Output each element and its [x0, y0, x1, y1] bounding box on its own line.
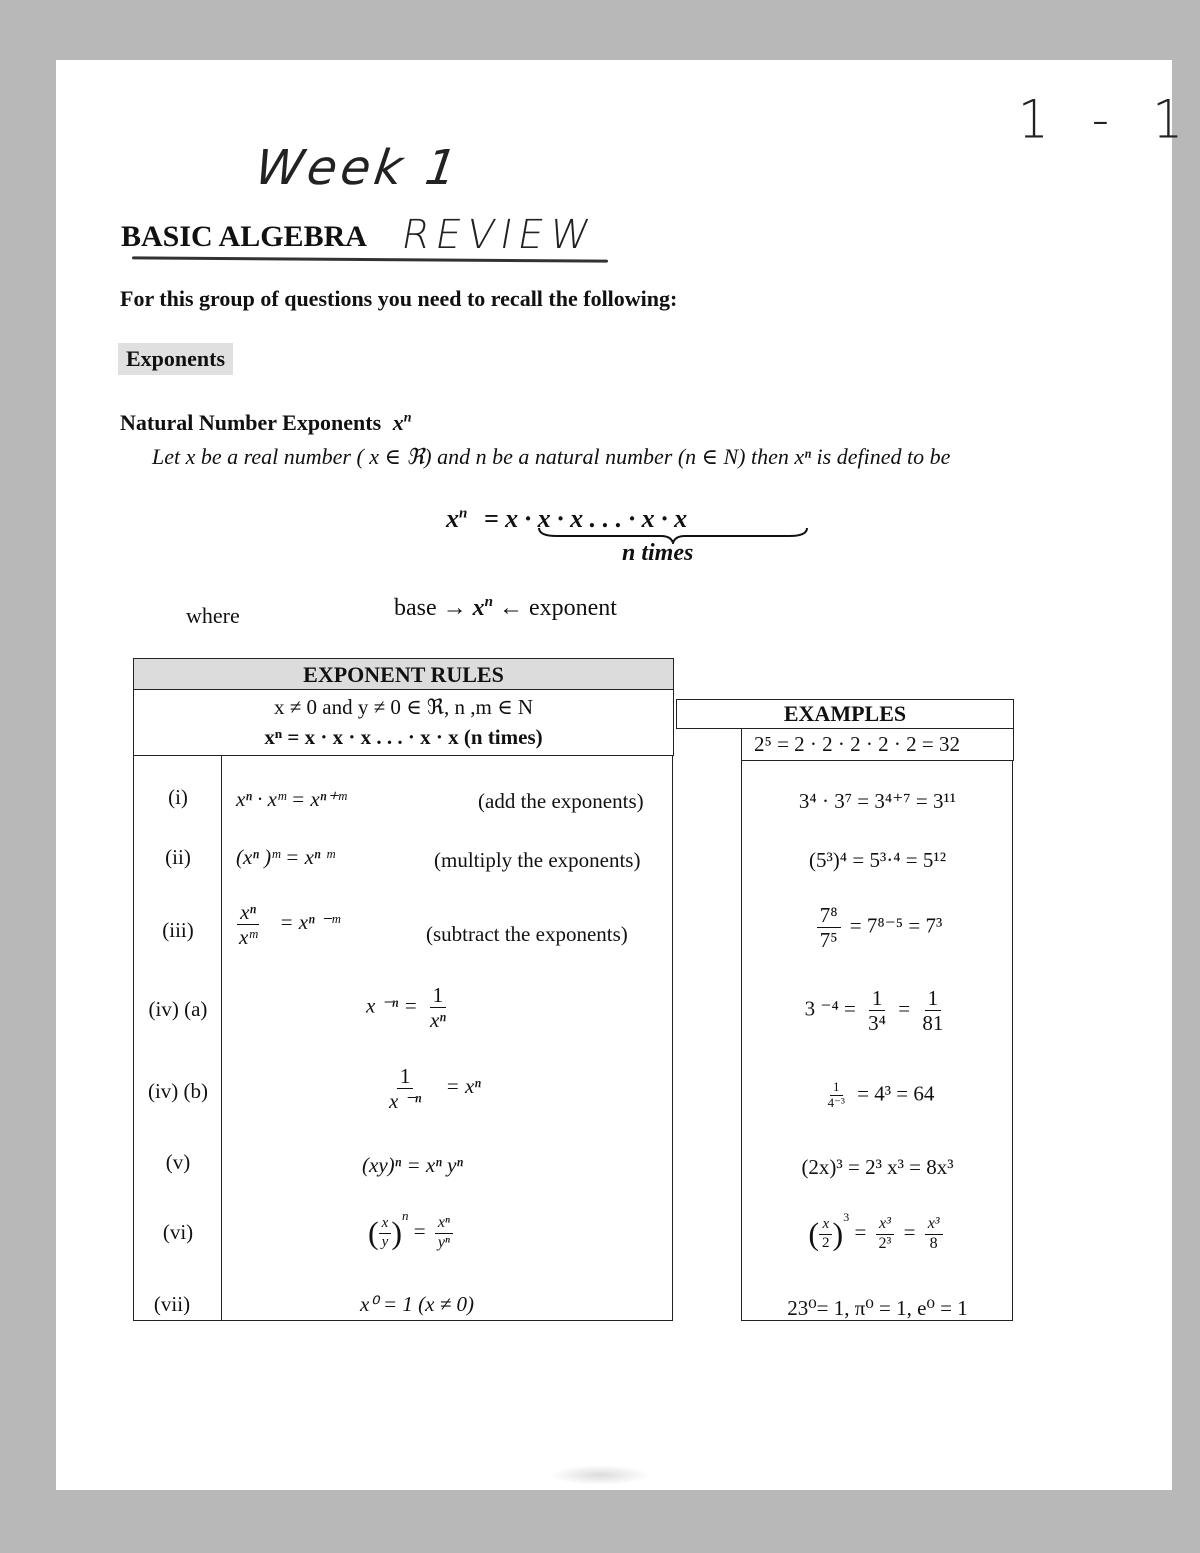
fraction-numerator: 1 [430, 983, 447, 1008]
base-variable-exponent: n [484, 594, 493, 610]
rule-rhs: = xⁿ [445, 1074, 481, 1099]
where-label: where [186, 603, 240, 628]
rule-formula [368, 1208, 457, 1252]
example-formula [745, 903, 1010, 952]
exponent-rules-conditions [133, 690, 674, 756]
handwritten-title-addition: REVIEW [397, 212, 600, 258]
right-paren: ) [391, 1214, 402, 1251]
fraction-denominator: 8 [929, 1234, 938, 1252]
fraction-numerator: xⁿ [435, 1214, 453, 1233]
example-formula [745, 1080, 1010, 1111]
subsection-symbol: x [392, 410, 404, 435]
definition-text: Let x be a real number ( x ∈ ℜ) and n be a natural number (n ∈ N) then xⁿ is defined to be [152, 444, 951, 469]
rule-formula-text: (xⁿ )ᵐ = xⁿ ᵐ [236, 845, 335, 869]
fraction-numerator: 1 [869, 986, 886, 1011]
table-divider-rules [672, 756, 673, 1320]
fraction-numerator: 1 [925, 986, 942, 1011]
example-fraction-result [919, 986, 946, 1035]
main-equation-rhs: = x · x · x . . . · x · x [483, 504, 688, 533]
row-label: (i) [168, 785, 188, 809]
fraction-denominator: xⁿ [429, 1008, 446, 1033]
document-page [56, 60, 1172, 1490]
right-paren: ) [832, 1215, 844, 1252]
fraction-numerator: x³ [876, 1215, 894, 1234]
rule-formula [236, 787, 346, 812]
example-equals: = [898, 996, 911, 1021]
row-label: (v) [165, 1150, 191, 1174]
left-paren: ( [368, 1214, 379, 1251]
section-heading: Exponents [118, 343, 233, 375]
fraction-denominator: 7⁵ [819, 928, 838, 953]
rule-fraction [236, 900, 260, 949]
row-label: (vii) [153, 1292, 191, 1316]
row-label: (ii) [165, 845, 191, 869]
examples-condition: 2⁵ = 2 · 2 · 2 · 2 · 2 = 32 [741, 729, 1014, 761]
exponent-rules-header: EXPONENT RULES [133, 658, 674, 690]
base-variable: x [472, 595, 485, 621]
rule-formula-text: (xy)ⁿ = xⁿ yⁿ [362, 1153, 464, 1177]
fraction-denominator: xᵐ [239, 925, 258, 950]
rule-fraction-result [435, 1214, 453, 1252]
fraction-denominator: 2 [822, 1234, 830, 1251]
rule-formula [362, 1153, 463, 1178]
rule-fraction [379, 1215, 392, 1251]
equals-sign: = [903, 1220, 916, 1244]
example-formula [745, 1210, 1010, 1253]
fraction-denominator: 81 [922, 1011, 944, 1036]
fraction-denominator: y [381, 1233, 389, 1250]
conditions-line-2: xⁿ = x · x · x . . . · x · x (n times) [264, 725, 543, 749]
rule-exponent: n [401, 1208, 409, 1223]
fraction-denominator: 2³ [878, 1234, 892, 1252]
rule-note: (multiply the exponents) [434, 848, 641, 872]
rule-formula [236, 845, 335, 870]
row-label: (iv) (a) [148, 997, 208, 1021]
page-number: 1 - 1 [1018, 89, 1197, 151]
subsection-symbol-exponent: n [403, 410, 412, 426]
row-label: (iii) [162, 918, 194, 942]
example-formula: (5³)⁴ = 5³·⁴ = 5¹² [809, 848, 946, 872]
example-fraction [819, 1216, 833, 1252]
fraction-denominator: 3⁴ [868, 1011, 886, 1036]
table-divider-examples-left [741, 761, 742, 1320]
fraction-numerator: 1 [830, 1080, 843, 1096]
rule-fraction [427, 983, 449, 1032]
equals-sign: = [854, 1220, 867, 1244]
brace-label-text: n times [622, 540, 694, 566]
base-label: base → [394, 595, 467, 621]
base-exponent-diagram [394, 594, 617, 622]
fraction-denominator: yⁿ [437, 1233, 450, 1251]
fraction-numerator: 7⁸ [817, 903, 841, 928]
row-label: (vi) [162, 1220, 194, 1244]
page-title: BASIC ALGEBRA [121, 220, 367, 253]
table-border-right [1012, 761, 1013, 1320]
rule-note: (subtract the exponents) [426, 922, 628, 946]
rule-formula-text: x⁰ = 1 (x ≠ 0) [360, 1292, 474, 1316]
rule-rhs: = xⁿ ⁻ᵐ [279, 910, 340, 935]
fraction-denominator: x ⁻ⁿ [389, 1089, 422, 1114]
subsection-heading-text: Natural Number Exponents [120, 410, 382, 435]
rule-formula [382, 1064, 481, 1113]
equals-sign: = [413, 1219, 426, 1243]
example-lhs: 3 ⁻⁴ = [804, 996, 856, 1021]
fraction-numerator: x [819, 1216, 832, 1234]
example-formula: 3⁴ · 3⁷ = 3⁴⁺⁷ = 3¹¹ [798, 789, 957, 813]
example-formula: 23⁰= 1, π⁰ = 1, e⁰ = 1 [787, 1296, 968, 1320]
example-fraction [825, 1080, 848, 1111]
rule-formula-text: xⁿ · xᵐ = xⁿ⁺ᵐ [236, 787, 347, 811]
brace-label [622, 540, 693, 567]
scan-artifact [550, 1465, 650, 1485]
rule-formula [360, 1292, 474, 1317]
intro-text: For this group of questions you need to recall the following: [120, 286, 678, 311]
example-rhs: = 4³ = 64 [857, 1081, 935, 1106]
fraction-numerator: x³ [925, 1215, 943, 1234]
example-fraction [865, 986, 889, 1035]
fraction-numerator: xⁿ [237, 900, 259, 925]
conditions-line-1: x ≠ 0 and y ≠ 0 ∈ ℜ, n ,m ∈ N [273, 695, 534, 719]
example-fraction-final [925, 1215, 943, 1253]
example-fraction [817, 903, 841, 952]
example-exponent: 3 [843, 1210, 850, 1224]
rule-lhs: x ⁻ⁿ = [366, 993, 418, 1018]
main-equation-lhs-exponent: n [459, 505, 468, 522]
examples-header: EXAMPLES [676, 699, 1014, 729]
subsection-heading [120, 410, 411, 436]
fraction-numerator: x [379, 1215, 392, 1233]
example-formula [745, 986, 1010, 1035]
table-border-bottom-left [133, 1320, 673, 1321]
exponent-label: ← exponent [499, 595, 617, 621]
handwritten-week-label: Week 1 [252, 140, 465, 196]
left-paren: ( [808, 1215, 820, 1252]
row-label: (iv) (b) [147, 1079, 209, 1103]
example-formula: (2x)³ = 2³ x³ = 8x³ [801, 1155, 954, 1179]
rule-formula [366, 983, 453, 1032]
example-rhs: = 7⁸⁻⁵ = 7³ [849, 913, 943, 938]
fraction-numerator: 1 [397, 1064, 414, 1089]
example-fraction-result [876, 1215, 895, 1253]
rule-fraction [386, 1064, 424, 1113]
main-equation-lhs: x [446, 504, 459, 533]
rule-formula [232, 900, 340, 949]
rule-note: (add the exponents) [478, 789, 644, 813]
fraction-denominator: 4⁻³ [827, 1094, 845, 1110]
